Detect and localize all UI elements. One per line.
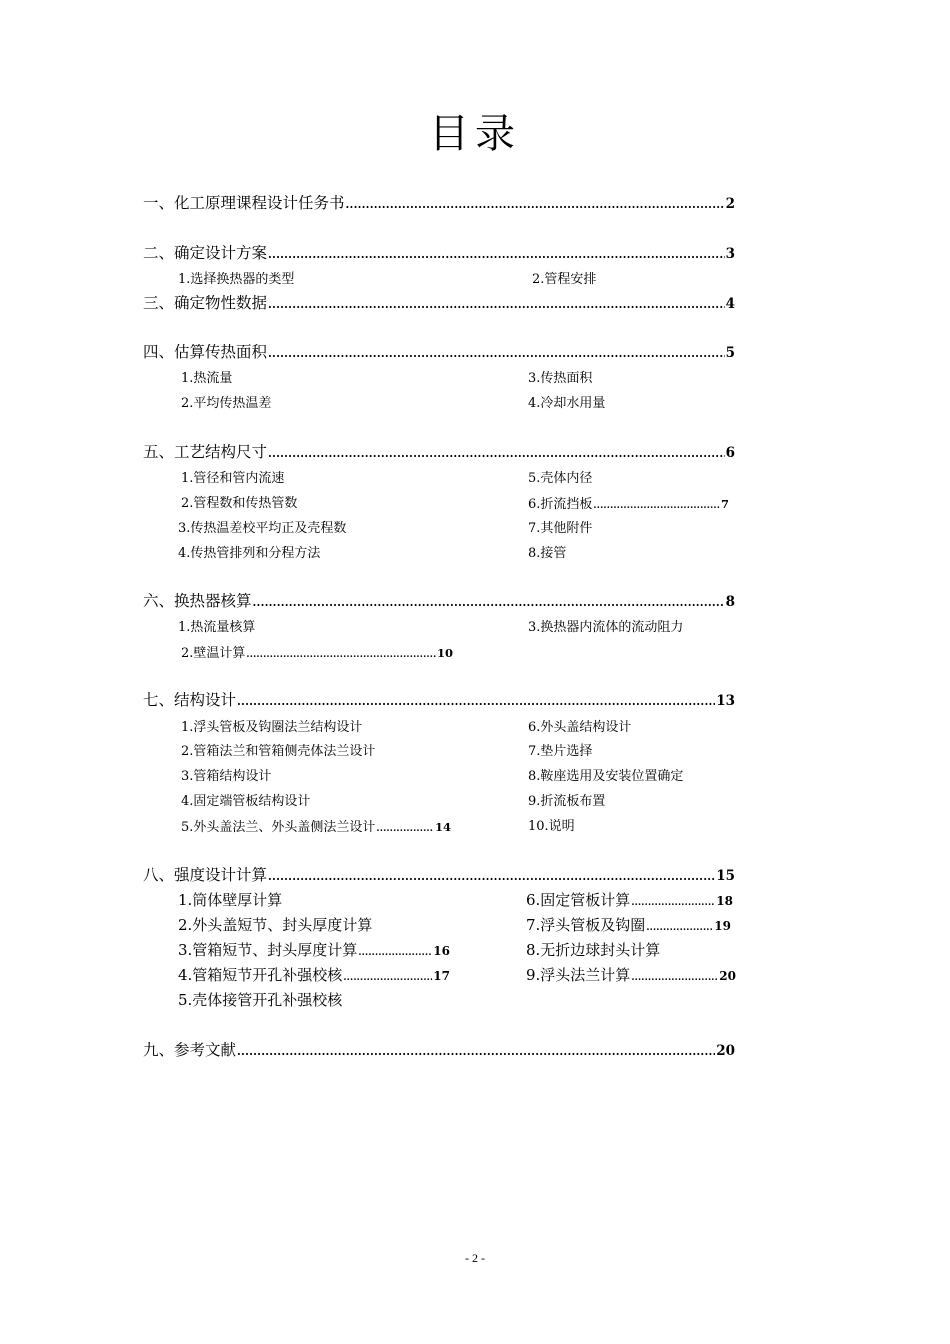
toc-page-number: 18 <box>716 894 733 908</box>
leader-dots <box>593 497 720 515</box>
toc-page-number: 2 <box>725 196 735 212</box>
toc-section-label: 九、参考文献 <box>143 1041 237 1059</box>
toc-subitem[interactable]: 1.筒体壁厚计算 <box>178 891 283 909</box>
toc-section-9[interactable] <box>143 1040 735 1062</box>
leader-dots <box>268 444 725 464</box>
toc-subitem[interactable]: 3.传热面积 <box>528 371 593 386</box>
leader-dots <box>237 692 715 712</box>
toc-subitem[interactable]: 6.折流挡板 ..... 7 <box>528 495 729 515</box>
leader-dots <box>268 245 725 265</box>
toc-section-label: 四、估算传热面积 <box>143 343 268 361</box>
toc-subitem[interactable]: 5.壳体接管开孔补强校核 <box>178 991 343 1009</box>
toc-subitem[interactable]: 1.浮头管板及钩圈法兰结构设计 <box>181 720 363 735</box>
toc-subitem[interactable]: 4.固定端管板结构设计 <box>181 794 311 809</box>
toc-subitem[interactable]: 3.管箱结构设计 <box>181 769 272 784</box>
leader-dots <box>237 1042 715 1062</box>
toc-section-label: 六、换热器核算 <box>143 592 252 610</box>
toc-subitem[interactable]: 3.换热器内流体的流动阻力 <box>528 620 684 635</box>
toc-subitem[interactable]: 1.热流量核算 <box>178 620 256 635</box>
leader-dots <box>376 820 434 838</box>
toc-subitem[interactable]: 2.管箱法兰和管箱侧壳体法兰设计 <box>181 744 376 759</box>
toc-subitem[interactable]: 2.壁温计算 ..... 10 <box>181 644 453 664</box>
toc-subitem[interactable]: 7.浮头管板及钩圈 ..... 19 <box>526 915 731 938</box>
toc-subitem[interactable]: 2.管程安排 <box>532 272 597 287</box>
toc-subitem[interactable]: 8.鞍座选用及安装位置确定 <box>528 769 684 784</box>
toc-subitem[interactable]: 4.管箱短节开孔补强校核 ..... 17 <box>178 965 450 988</box>
leader-dots <box>268 344 725 364</box>
toc-subitem[interactable]: 4.传热管排列和分程方法 <box>178 546 321 561</box>
leader-dots <box>268 295 725 315</box>
leader-dots <box>246 646 436 664</box>
toc-subitem[interactable]: 6.固定管板计算 ..... 18 <box>526 890 733 913</box>
toc-section-label: 一、化工原理课程设计任务书 <box>143 194 345 212</box>
toc-page-number: 5 <box>725 345 735 361</box>
toc-section-label: 五、工艺结构尺寸 <box>143 443 268 461</box>
toc-page-number: 3 <box>725 246 735 262</box>
toc-page-number: 17 <box>433 969 450 983</box>
toc-subitem[interactable]: 1.管径和管内流速 <box>181 471 285 486</box>
leader-dots <box>358 943 432 963</box>
page-footer-number: - 2 - <box>465 1251 485 1265</box>
toc-subitem[interactable]: 2.外头盖短节、封头厚度计算 <box>178 916 373 934</box>
leader-dots <box>346 195 725 215</box>
toc-page-number: 7 <box>720 497 729 511</box>
leader-dots <box>343 968 432 988</box>
toc-subitem[interactable]: 7.垫片选择 <box>528 744 593 759</box>
toc-page-number: 6 <box>725 445 735 461</box>
toc-subitem[interactable]: 5.壳体内径 <box>528 471 593 486</box>
toc-page-number: 20 <box>716 1043 735 1059</box>
toc-section-5[interactable] <box>143 442 735 464</box>
toc-section-label: 三、确定物性数据 <box>143 294 268 312</box>
toc-page-number: 4 <box>725 296 735 312</box>
toc-page-number: 14 <box>434 820 451 834</box>
page-title: 目录 <box>429 111 521 157</box>
toc-subitem[interactable]: 2.平均传热温差 <box>181 396 272 411</box>
toc-subitem[interactable]: 1.选择换热器的类型 <box>178 272 295 287</box>
toc-section-7[interactable] <box>143 690 735 712</box>
toc-subitem[interactable]: 2.管程数和传热管数 <box>181 496 298 511</box>
toc-subitem[interactable]: 9.折流板布置 <box>528 794 606 809</box>
toc-subitem[interactable]: 10.说明 <box>528 819 575 834</box>
toc-section-3[interactable] <box>143 293 735 315</box>
toc-subitem[interactable]: 7.其他附件 <box>528 521 593 536</box>
toc-section-1[interactable] <box>143 193 735 215</box>
toc-subitem[interactable]: 3.管箱短节、封头厚度计算 ..... 16 <box>178 940 450 963</box>
toc-section-label: 二、确定设计方案 <box>143 244 268 262</box>
toc-page-number: 13 <box>716 693 735 709</box>
toc-section-4[interactable] <box>143 342 735 364</box>
toc-subitem[interactable]: 8.接管 <box>528 546 567 561</box>
toc-section-2[interactable] <box>143 243 735 265</box>
toc-page-number: 16 <box>433 944 450 958</box>
toc-subitem[interactable]: 6.外头盖结构设计 <box>528 720 632 735</box>
toc-page-number: 19 <box>714 919 731 933</box>
toc-section-label: 八、强度设计计算 <box>143 866 268 884</box>
leader-dots <box>631 968 718 988</box>
toc-page-number: 8 <box>725 594 735 610</box>
toc-subitem[interactable]: 9.浮头法兰计算 ..... 20 <box>526 965 736 988</box>
leader-dots <box>631 893 715 913</box>
toc-page-number: 15 <box>716 868 735 884</box>
toc-page-number: 20 <box>719 969 736 983</box>
toc-subitem[interactable]: 4.冷却水用量 <box>528 396 606 411</box>
leader-dots <box>646 918 713 938</box>
toc-subitem[interactable]: 3.传热温差校平均正及壳程数 <box>178 521 347 536</box>
toc-subitem[interactable]: 5.外头盖法兰、外头盖侧法兰设计 ..... 14 <box>181 818 451 838</box>
toc-section-8[interactable] <box>143 865 735 887</box>
toc-page-number: 10 <box>436 646 453 660</box>
toc-section-6[interactable] <box>143 591 735 613</box>
toc-section-label: 七、结构设计 <box>143 691 237 709</box>
toc-subitem[interactable]: 1.热流量 <box>181 371 233 386</box>
leader-dots <box>253 593 725 613</box>
toc-subitem[interactable]: 8.无折边球封头计算 <box>526 941 661 959</box>
leader-dots <box>268 867 715 887</box>
